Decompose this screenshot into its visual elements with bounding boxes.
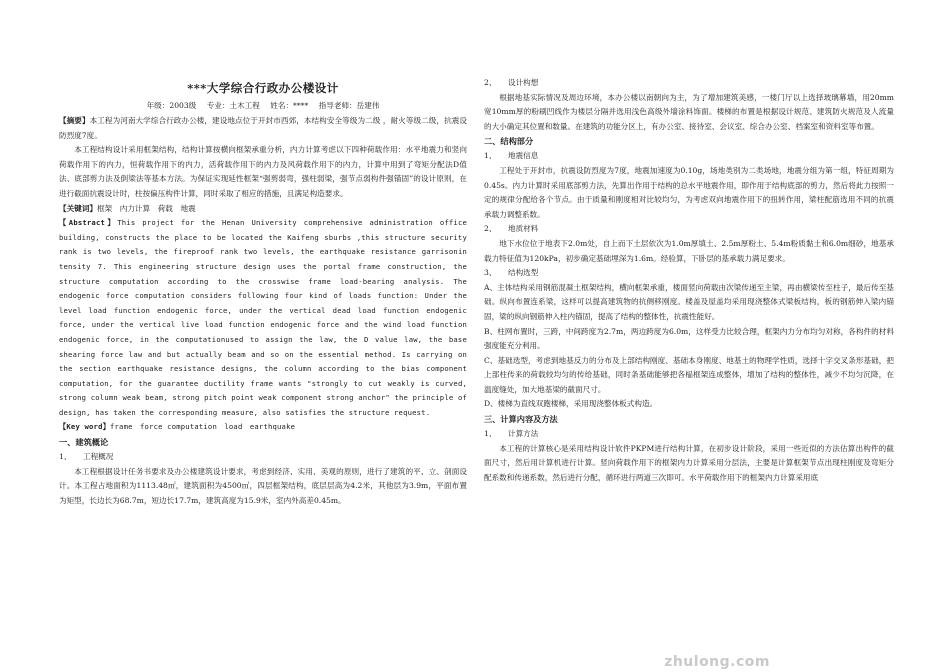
section-2-sub-3-title: 结构选型 [508, 268, 539, 278]
section-3-heading: 三、计算内容及方法 [484, 414, 558, 425]
section-2-sub-1 [484, 149, 894, 164]
abstract-cn-tag: 【摘要】 [59, 116, 90, 125]
structure-point-d: D、楼梯为直线双跑楼梯，采用现浇整体板式构造。 [484, 399, 658, 409]
meta-grade: 年级：2003级 [146, 101, 197, 110]
section-2-heading: 二、结构部分 [484, 136, 534, 147]
section-1-sub-2-num: 2、 [484, 78, 497, 87]
section-2-sub-2 [484, 222, 894, 237]
section-2-sub-3 [484, 266, 894, 281]
paper-title: ***大学综合行政办公楼设计 [187, 81, 339, 95]
section-1-sub-2 [484, 76, 894, 91]
keywords-en-text: frame force computation load earthquake [110, 422, 296, 432]
keywords-en-tag: 【Key word】 [59, 422, 110, 432]
keywords-cn-tag: 【关键词】 [59, 203, 97, 213]
abstract-cn-text: 本工程为河南大学综合行政办公楼，建设地点位于开封市西郊，本结构安全等级为二级 ，耐火等级二级，抗震设防烈度7度。 [59, 116, 467, 140]
keywords-cn [59, 202, 467, 217]
abstract-en [59, 216, 467, 420]
section-1-sub-1-num: 1、 [59, 452, 72, 462]
keywords-cn-text: 框架 内力计算 荷载 地震 [96, 203, 196, 213]
left-column [59, 76, 467, 508]
structure-point-c: C、基础选型，考虑到地基反力的分布及上部结构刚度、基础本身刚度、地基土的物理学性质，选择十字交叉条形基础，把上部柱传来的荷载较均匀的传给基础，同时条基础能够把各榀框架连成整体，增加了结构的整体性，减少不均匀沉降，在温度缝处，加大地基梁的截面尺寸。 [484, 355, 894, 394]
structure-point-a: A、主体结构采用钢筋混凝土框架结构，横向框架承重，楼面竖向荷载由次梁传递至主梁，再由横梁传至柱子，最后传至基础。纵向布置连系梁，这样可以提高建筑物的抗侧移刚度。楼盖及屋盖均采用现浇整体式梁板结构，板的钢筋伸入梁内锚固，梁的纵向钢筋伸入柱内锚固，提高了结构的整体性，抗震性能好。 [484, 282, 894, 321]
structure-point-b: B、柱网布置时，三跨，中间跨度为2.7m，两边跨度为6.0m，这样受力比较合理，框架内力分布均匀对称，各构件的材料强度能充分利用。 [484, 326, 894, 351]
abstract-cn-paragraph-2: 本工程结构设计采用框架结构，结构计算按横向框架承重分析，内力计算考虑以下四种荷载作用：水平地震力和竖向荷载作用下的内力，恒荷载作用下的内力，活荷载作用下的内力及风荷载作用下的内力，计算中用到了弯矩分配法D值法、底部剪力法及倒梁法等基本方法。为保证实现延性框架“强剪弱弯，强柱弱梁，强节点弱构件强锚固”的设计原则，在进行截面抗震设计时，柱按偏压构件计算，同时采取了相应的措施，且满足构造要求。 [59, 145, 467, 198]
meta-name: 姓名：**** [270, 101, 309, 110]
section-1-sub-2-text: 根据地基实际情况及周边环境，本办公楼以南朝向为主，为了增加建筑美感，一楼门厅以上选择玻璃幕墙，用20mm宽10mm厚的粉刷凹线作为楼层分隔并选用浅色高级外墙涂料饰面。楼梯的布置是根据设计规范、建筑防火规范及人流量的大小确定其位置和数量。在建筑的功能分区上，有办公室、接待室、会议室、综合办公室、档案室和资料室等布置。 [484, 92, 894, 131]
keywords-en [59, 420, 467, 435]
section-1-heading: 一、建筑概论 [59, 437, 109, 448]
section-2-sub-3-num: 3、 [484, 268, 497, 278]
section-3-sub-1-num: 1、 [484, 429, 497, 439]
section-1-sub-1-text: 本工程根据设计任务书要求及办公楼建筑设计要求，考虑到经济、实用、美观的原则，进行了建筑的平、立、剖面设计。本工程占地面积为1113.48㎡，建筑面积为4500㎡，四层框架结构，底层层高为4.2米，其他层为3.9m，平面布置为矩型，长边长为68.7m，短边长17.7m，建筑高度为15.9米，室内外高差0.45m。 [59, 466, 467, 505]
author-meta [59, 99, 467, 113]
section-3-sub-1-text: 本工程的计算核心是采用结构设计软件PKPM进行结构计算，在初步设计阶段，采用一些近似的方法估算出构件的截面尺寸，然后用计算机进行计算。竖向荷载作用下的框架内力计算采用分层法，主要是计算框架节点出现柱刚度及弯矩分配系数和传递系数，然后进行分配，循环进行两道三次即可。水平荷载作用下的框架内力计算采用底 [484, 443, 894, 482]
section-2-sub-1-title: 地震信息 [508, 151, 539, 161]
section-2-sub-2-text: 地下水位位于地表下2.0m处，自上而下土层依次为1.0m厚填土、2.5m厚粉土、5.4m粉质黏土和6.0m细砂，地基承载力特征值为120kPa，初步确定基础埋深为1.6m。经验算，下卧层的基承载力满足要求。 [484, 238, 894, 263]
watermark: zhulong.com [664, 654, 770, 670]
section-2-sub-1-num: 1、 [484, 151, 497, 161]
abstract-en-tag: 【Abstract】 [59, 218, 118, 228]
abstract-en-text: This project for the Henan University comprehensive administration office building, constructs the place to be located the Kaifeng sburbs ,this structure security rank is two levels, the fireproof rank two levels, the earthquake resistance garrisonin tensity 7. This engineering structure design uses the portal frame construction, the structure computation according to the crosswise frame load-bearing analysis. The endogenic force computation considers following four kind of loads function: Under the level load function endogenic force, under the vertical dead load function endogenic force, under the vertical live load function endogenic force and the wind load function endogenic force, in the computationused to assign the law, the D value law, the base shearing force law and but actually beam and so on the essential method. Is carrying on the section earthquake resistance designs, the column according to the bias component computation, for the guarantee ductility frame wants "strongly to cut weakly is curved, strong column weak beam, strong pitch point weak component strong anchor" the principle of design, has taken the corresponding measure, also satisfies the structure request. [59, 218, 467, 417]
abstract-cn [59, 114, 467, 143]
section-1-sub-2-title: 设计构想 [508, 78, 539, 87]
meta-advisor: 指导老师：岳建伟 [318, 101, 380, 110]
section-1-sub-1-title: 工程概况 [83, 452, 114, 462]
right-column [484, 76, 894, 485]
section-3-sub-1-title: 计算方法 [508, 429, 539, 439]
section-3-sub-1 [484, 427, 894, 442]
section-2-sub-2-num: 2、 [484, 224, 497, 234]
meta-major: 专业：土木工程 [206, 101, 260, 110]
section-2-sub-1-text: 工程处于开封市，抗震设防烈度为7度，地震加速度为0.10g，场地类别为二类场地，地震分组为第一组，特征周期为0.45s。内力计算时采用底部剪力法，先算出作用于结构的总水平地震作用，即作用于结构底部的剪力，然后将此力按照一定的规律分配给各个节点。由于质量和刚度相对比较均匀，为考虑双向地震作用下的扭转作用，梁柱配筋选用不同的抗震承载力调整系数。 [484, 165, 894, 219]
section-1-sub-1 [59, 450, 467, 465]
section-2-sub-2-title: 地质材料 [508, 224, 539, 234]
